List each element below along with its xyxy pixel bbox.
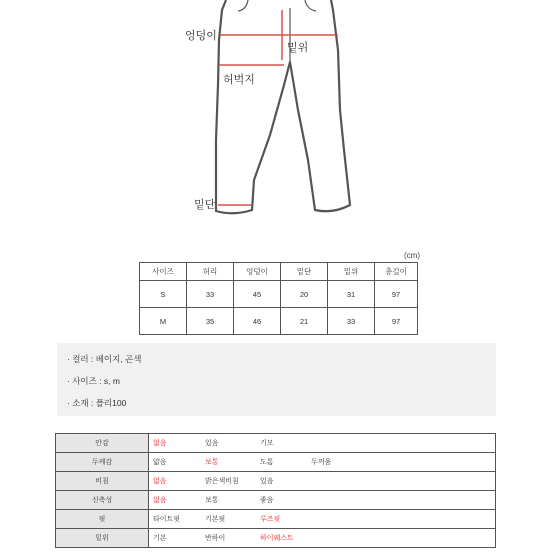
- option-text: 없음: [153, 497, 167, 504]
- table-cell: 97: [375, 281, 418, 308]
- table-row: [140, 281, 418, 308]
- fit-options: [149, 434, 496, 453]
- hip-label: 엉덩이: [185, 30, 217, 42]
- fit-row-label: 비침: [56, 472, 149, 491]
- table-row: [140, 308, 418, 335]
- fit-row-label: 두께감: [56, 453, 149, 472]
- header-cell: 밑위: [328, 263, 375, 281]
- fit-options: [149, 491, 496, 510]
- header-cell: 사이즈: [140, 263, 187, 281]
- table-cell: 33: [187, 281, 234, 308]
- size-table: [139, 262, 418, 335]
- table-cell: 97: [375, 308, 418, 335]
- size-table-header: [140, 263, 418, 281]
- fit-row-label: 밑위: [56, 529, 149, 548]
- option-text: 없음: [153, 478, 167, 485]
- fit-row-fit: [56, 510, 496, 529]
- rise-label: 밑위: [287, 42, 309, 54]
- thigh-label: 허벅지: [223, 74, 255, 86]
- pants-outline: [216, 0, 350, 213]
- table-cell: 33: [328, 308, 375, 335]
- pants-diagram: [0, 0, 554, 230]
- header-cell: 총길이: [375, 263, 418, 281]
- option-text: 좋음: [260, 497, 274, 504]
- fit-row-thickness: [56, 453, 496, 472]
- fit-row-label: 핏: [56, 510, 149, 529]
- header-cell: 허리: [187, 263, 234, 281]
- table-cell: S: [140, 281, 187, 308]
- option-text: 있음: [260, 478, 274, 485]
- table-cell: 45: [234, 281, 281, 308]
- unit-label: (cm): [404, 251, 420, 260]
- header-cell: 밑단: [281, 263, 328, 281]
- table-cell: M: [140, 308, 187, 335]
- material-info: · 소재 : 폴리100: [67, 398, 127, 408]
- option-text: 하이웨스트: [260, 535, 294, 542]
- option-text: 루즈핏: [260, 516, 281, 523]
- fit-options: [149, 453, 496, 472]
- product-info-box: [57, 343, 496, 416]
- table-cell: 46: [234, 308, 281, 335]
- table-cell: 31: [328, 281, 375, 308]
- table-cell: 35: [187, 308, 234, 335]
- fit-options: [149, 529, 496, 548]
- fit-options: [149, 510, 496, 529]
- option-text: 반하이: [205, 535, 226, 542]
- fit-options: [149, 472, 496, 491]
- option-text: 밝은색비침: [205, 478, 239, 485]
- option-text: 도톰: [260, 459, 274, 466]
- table-cell: 21: [281, 308, 328, 335]
- fit-row-stretch: [56, 491, 496, 510]
- size-info: · 사이즈 : s, m: [67, 376, 120, 386]
- fit-row-rise: [56, 529, 496, 548]
- hem-label: 밑단: [194, 199, 216, 211]
- fit-row-sheerness: [56, 472, 496, 491]
- option-text: 없음: [153, 440, 167, 447]
- option-text: 보통: [205, 459, 219, 466]
- option-text: 보통: [205, 497, 219, 504]
- color-info: · 컬러 : 베이지, 곤색: [67, 354, 142, 364]
- option-text: 기모: [260, 440, 274, 447]
- option-text: 타이트핏: [153, 516, 181, 523]
- header-cell: 엉덩이: [234, 263, 281, 281]
- pants-illustration: [0, 0, 554, 230]
- option-text: 있음: [205, 440, 219, 447]
- table-cell: 20: [281, 281, 328, 308]
- option-text: 기본: [153, 535, 167, 542]
- option-text: 얇음: [153, 459, 167, 466]
- option-text: 두꺼움: [311, 459, 332, 466]
- fit-row-label: 안감: [56, 434, 149, 453]
- fit-row-label: 신축성: [56, 491, 149, 510]
- fit-row-lining: [56, 434, 496, 453]
- fit-table: [55, 433, 496, 548]
- option-text: 기본핏: [205, 516, 226, 523]
